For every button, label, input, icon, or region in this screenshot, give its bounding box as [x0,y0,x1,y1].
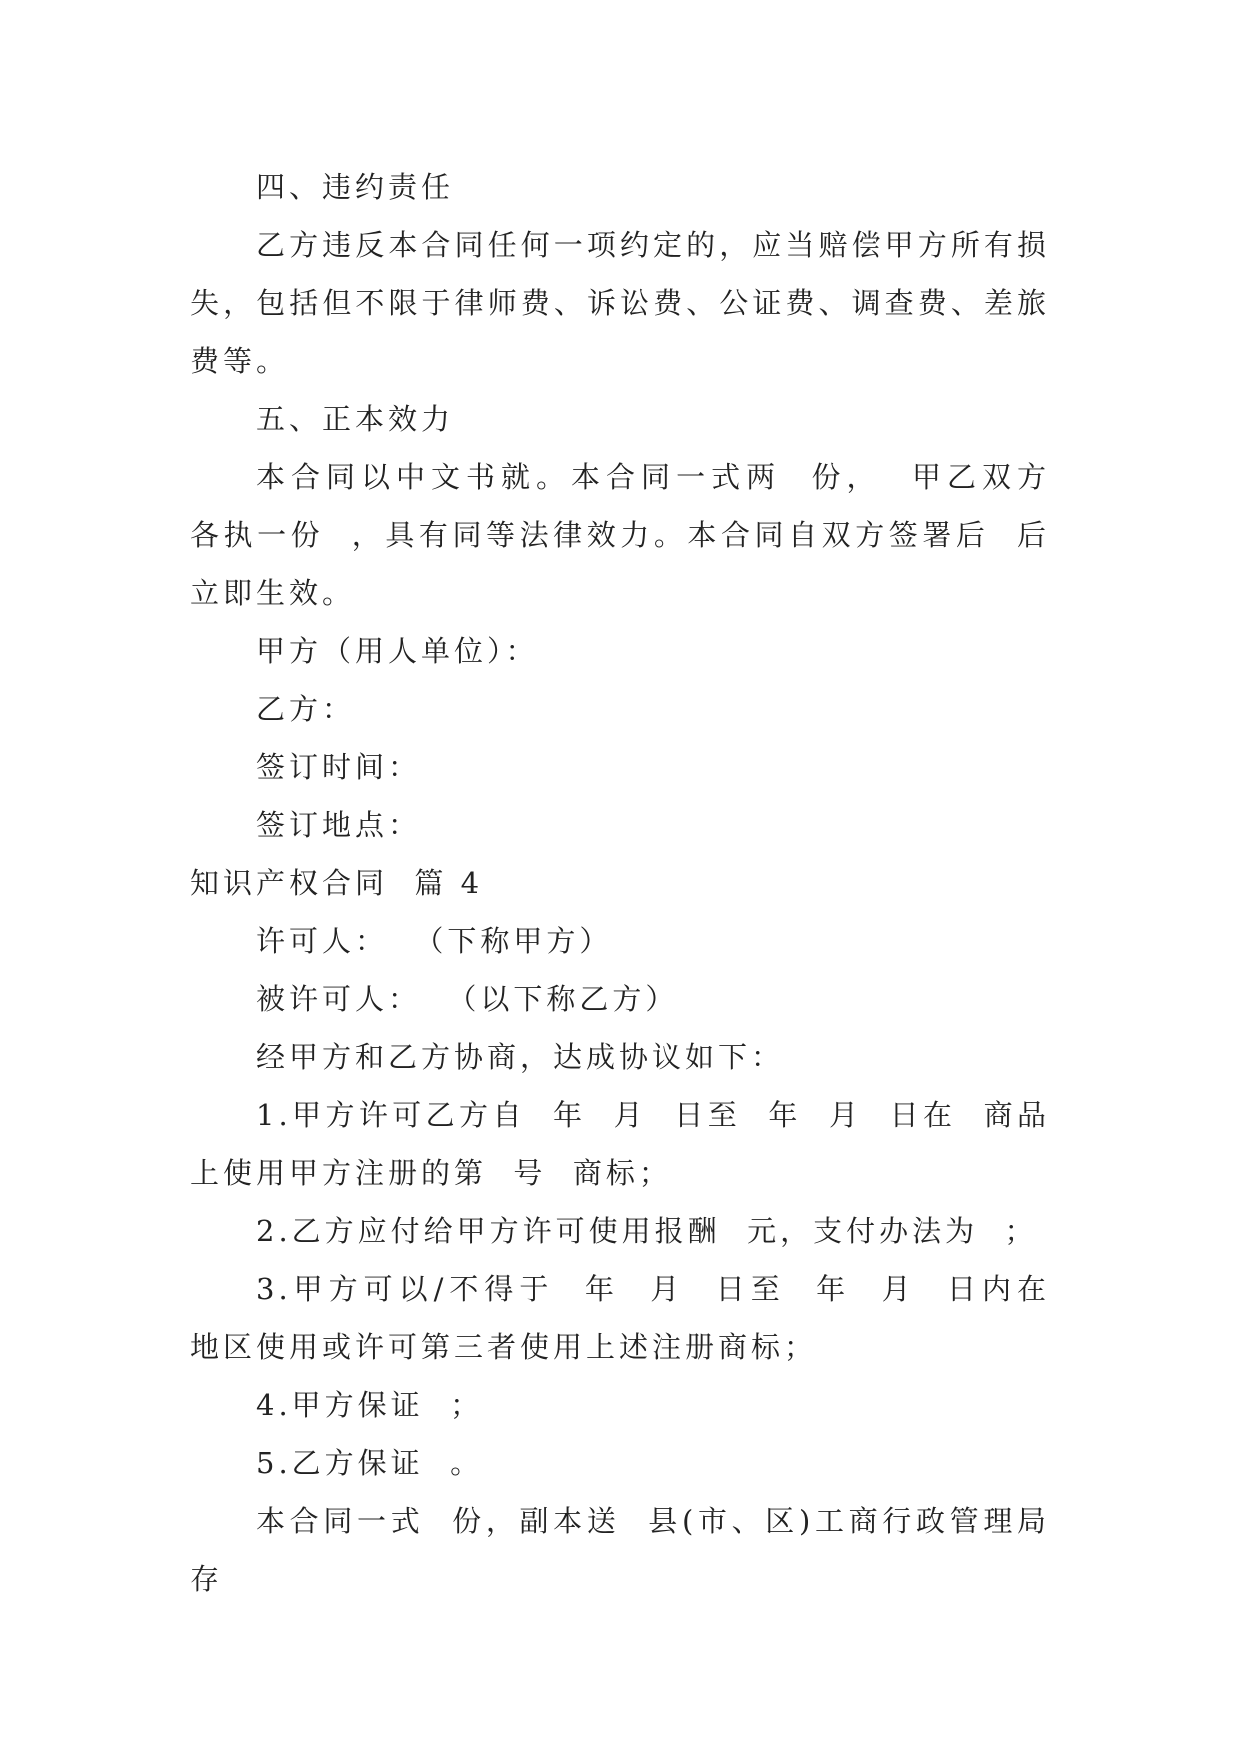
party-b-line: 乙方： [256,692,356,726]
section-heading-validity: 五、正本效力 [256,402,455,436]
clause-3: 3.甲方可以/不得于 年 月 日至 年 月 日内在 地区使用或许可第三者使用上述注册商标； [190,1272,1077,1364]
section-heading-breach: 四、违约责任 [256,170,455,204]
clause-2: 2.乙方应付给甲方许可使用报酬 元，支付办法为 ； [256,1214,1038,1248]
paragraph-breach-liability: 乙方违反本合同任何一项约定的，应当赔偿甲方所有损失，包括但不限于律师费、诉讼费、公证费、调查费、差旅费等。 [190,228,1050,378]
party-a-line: 甲方（用人单位）： [256,634,539,668]
signing-time-line: 签订时间： [256,750,422,784]
clause-4: 4.甲方保证 ； [256,1388,484,1422]
document-body [190,158,1077,1608]
agreement-intro: 经甲方和乙方协商，达成协议如下： [256,1040,785,1074]
clause-5: 5.乙方保证 。 [256,1446,484,1480]
contract-title: 知识产权合同 篇 4 [190,866,484,900]
licensor-line: 许可人： （下称甲方） [256,924,613,958]
paragraph-validity: 本合同以中文书就。本合同一式两 份， 甲乙双方 各执一份 ，具有同等法律效力。本合同自双方签署后 后立即生效。 [190,460,1077,610]
copies-clause: 本合同一式 份，副本送 县(市、区)工商行政管理局存 [190,1504,1050,1596]
clause-1: 1.甲方许可乙方自 年 月 日至 年 月 日在 商品上使用甲方注册的第 号 商标； [190,1098,1050,1190]
licensee-line: 被许可人： （以下称乙方） [256,982,679,1016]
signing-place-line: 签订地点： [256,808,422,842]
